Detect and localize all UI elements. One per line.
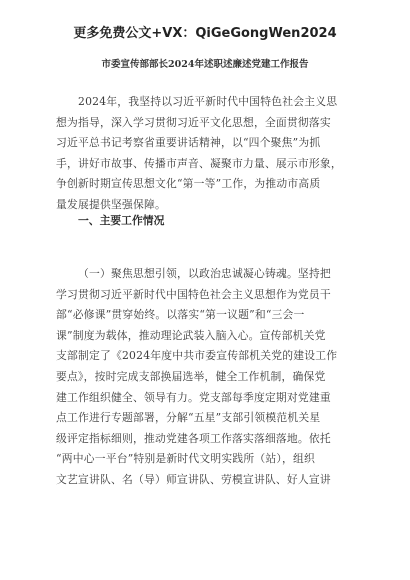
- document-title: 市委宣传部部长2024年述职述廉述党建工作报告: [101, 59, 309, 70]
- body-paragraph: [56, 264, 358, 491]
- text-line: 量发展提供坚强保障。: [56, 197, 166, 211]
- text-line: 文艺宣讲队、名（导）师宣讲队、劳模宣讲队、好人宣讲: [56, 472, 331, 486]
- text-line: 级评定指标细则，推动党建各项工作落实落细落地。依托: [56, 431, 331, 445]
- text-line: 争创新时期宣传思想文化“第一等”工作，为推动市高质: [56, 177, 321, 191]
- intro-paragraph: [56, 92, 358, 216]
- promo-header: 更多免费公文+VX：QiGeGongWen2024: [73, 26, 337, 41]
- text-line: 习近平总书记考察省重要讲话精神，以“四个聚焦”为抓: [56, 136, 321, 150]
- section-heading: 一、主要工作情况: [78, 214, 165, 227]
- text-line: 部“必修课”贯穿始终。以落实“第一议题”和“三会一: [56, 308, 305, 322]
- text-line: 支部制定了《2024年度中共市委宣传部机关党的建设工作: [56, 349, 338, 363]
- text-line: 建工作组织健全、领导有力。党支部每季度定期对党建重: [56, 390, 331, 404]
- text-line: 点工作进行专题部署，分解“五星”支部引领模范机关星: [56, 411, 321, 425]
- text-line: 想为指导，深入学习贯彻习近平文化思想，全面贯彻落实: [56, 115, 331, 129]
- text-line: 课”制度为载体，推动理论武装入脑入心。宣传部机关党: [56, 328, 326, 342]
- text-line: （一）聚焦思想引领，以政治忠诚凝心铸魂。坚持把: [78, 267, 331, 280]
- text-line: 要点》，按时完成支部换届选举，健全工作机制，确保党: [56, 369, 326, 383]
- text-line: “两中心一平台”特别是新时代文明实践所（站），组织: [56, 452, 315, 466]
- text-line: 2024年，我坚持以习近平新时代中国特色社会主义思: [78, 95, 338, 108]
- text-line: 手，讲好市故事、传播市声音、凝聚市力量、展示市形象，: [56, 156, 342, 170]
- text-line: 学习贯彻习近平新时代中国特色社会主义思想作为党员干: [56, 287, 331, 301]
